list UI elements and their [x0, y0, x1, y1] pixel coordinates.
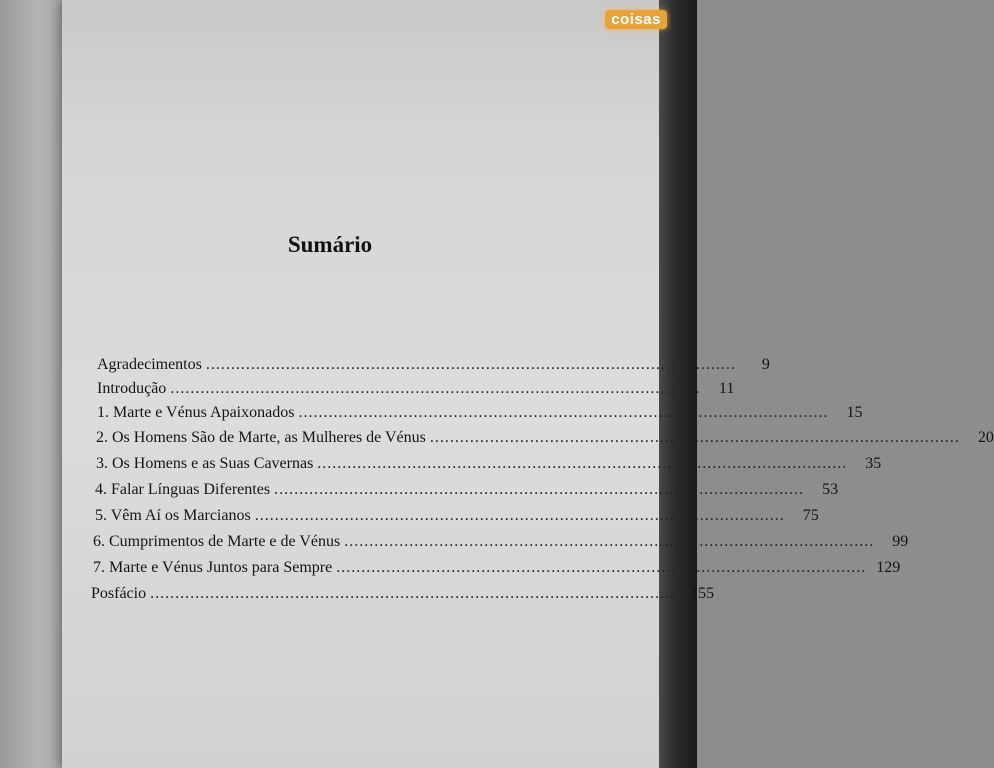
toc-entry-page: 15: [846, 404, 863, 421]
toc-entry-label: Agradecimentos: [97, 356, 202, 373]
page-title: Sumário: [287, 232, 373, 257]
toc-entry-label: 6. Cumprimentos de Marte e de Vénus: [93, 533, 341, 550]
toc-entry-page: 53: [822, 481, 839, 498]
toc-entry-page: 155: [690, 585, 715, 602]
toc-entry-label: 7. Marte e Vénus Juntos para Sempre: [93, 559, 333, 576]
dot-leader: ..........................................................................................................: [170, 380, 701, 397]
toc-entry-label: 4. Falar Línguas Diferentes: [95, 481, 271, 498]
dot-leader: ..........................................................................................................: [317, 455, 848, 472]
toc-entry: [95, 481, 839, 503]
toc-entry: [97, 404, 863, 426]
dot-leader: ..........................................................................................................: [298, 404, 829, 421]
toc-entry-label: 5. Vêm Aí os Marcianos: [95, 507, 251, 524]
toc-entry-page: 20: [977, 429, 994, 446]
dot-leader: ..........................................................................................................: [205, 356, 736, 373]
dot-leader: ..........................................................................................................: [336, 559, 867, 576]
dot-leader: ..........................................................................................................: [344, 533, 875, 550]
watermark-logo: coisas: [605, 10, 667, 29]
toc-entry-label: 1. Marte e Vénus Apaixonados: [97, 404, 295, 421]
toc-entry-page: 99: [892, 533, 909, 550]
dot-leader: ..........................................................................................................: [274, 481, 805, 498]
toc-entry: [93, 559, 901, 581]
toc-entry-label: Introdução: [97, 380, 167, 397]
toc-entry: [96, 455, 882, 477]
toc-entry: [96, 429, 994, 451]
toc-entry-page: 11: [718, 380, 735, 397]
toc-entry: [91, 585, 715, 607]
dot-leader: ..........................................................................................................: [429, 429, 960, 446]
toc-entry-page: 9: [761, 356, 770, 373]
toc-entry: [97, 356, 770, 378]
toc-entry: [93, 533, 909, 555]
dot-leader: ..........................................................................................................: [150, 585, 681, 602]
toc-entry-page: 129: [876, 559, 901, 576]
toc-entry-label: Posfácio: [91, 585, 147, 602]
toc-entry-label: 3. Os Homens e as Suas Cavernas: [96, 455, 314, 472]
toc-entry-page: 35: [865, 455, 882, 472]
dot-leader: ..........................................................................................................: [254, 507, 785, 524]
toc-entry-label: 2. Os Homens São de Marte, as Mulheres de Vénus: [96, 429, 426, 446]
toc-entry: [97, 380, 735, 402]
toc-entry-page: 75: [802, 507, 819, 524]
toc-entry: [95, 507, 819, 529]
